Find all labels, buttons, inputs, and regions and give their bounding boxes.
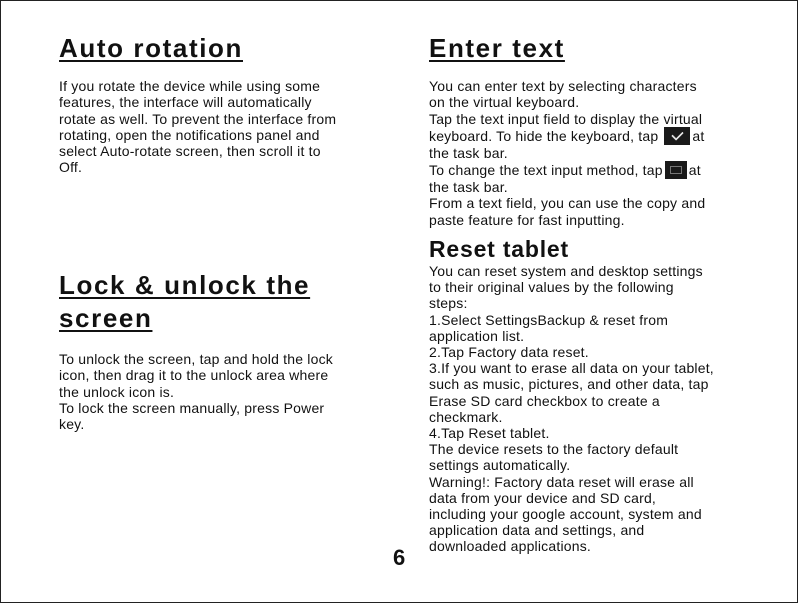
text-line: 3.If you want to erase all data on your tablet, — [429, 360, 714, 377]
text-line: If you rotate the device while using some — [59, 78, 321, 94]
text-line — [429, 161, 705, 179]
text-line: Tap the text input field to display the virtual — [429, 110, 703, 127]
text-line: steps: — [429, 295, 468, 312]
text-line: checkmark. — [429, 408, 503, 425]
text-line: You can reset system and desktop settings — [429, 263, 703, 279]
text-line: icon, then drag it to the unlock area where — [59, 367, 329, 384]
lock-unlock-text — [59, 351, 333, 432]
text-line: From a text field, you can use the copy and — [429, 195, 706, 212]
text-line: 1.Select SettingsBackup & reset from — [429, 311, 669, 328]
text-line: such as music, pictures, and other data, tap — [429, 376, 709, 393]
text-line: the task bar. — [429, 144, 508, 161]
text-line: settings automatically. — [429, 457, 571, 474]
text-line: the unlock icon is. — [59, 383, 175, 400]
text-line: Off. — [59, 159, 83, 176]
text-line: Warning!: Factory data reset will erase all — [429, 473, 694, 490]
text-line: key. — [59, 416, 85, 433]
text-line: to their original values by the following — [429, 279, 674, 296]
text-line: 2.Tap Factory data reset. — [429, 344, 589, 361]
heading-line: Lock & unlock the — [59, 270, 311, 300]
reset-tablet-text — [429, 263, 714, 555]
text-line: The device resets to the factory default — [429, 441, 679, 458]
text-line: the task bar. — [429, 179, 508, 196]
enter-text-heading: Enter text — [429, 33, 565, 63]
keyboard-icon — [665, 161, 687, 179]
auto-rotation-heading: Auto rotation — [59, 33, 243, 63]
text-line — [429, 127, 705, 145]
text-line: including your google account, system and — [429, 506, 702, 523]
text-line: To unlock the screen, tap and hold the lock — [59, 351, 333, 367]
text-line: To lock the screen manually, press Power — [59, 399, 325, 416]
text-line: data from your device and SD card, — [429, 489, 657, 506]
text-line: select Auto-rotate screen, then scroll it to — [59, 143, 321, 160]
heading-line: screen — [59, 303, 153, 333]
page-number: 6 — [393, 545, 406, 570]
inline-text: at — [688, 162, 701, 179]
chevron-down-icon — [664, 127, 690, 145]
text-line: features, the interface will automatically — [59, 94, 312, 111]
text-line: rotating, open the notifications panel and — [59, 126, 320, 143]
inline-text: keyboard. To hide the keyboard, tap — [429, 127, 659, 144]
enter-text-text — [429, 78, 705, 228]
text-line: on the virtual keyboard. — [429, 94, 580, 111]
reset-tablet-heading: Reset tablet — [429, 236, 569, 262]
auto-rotation-text — [59, 78, 336, 176]
text-line: Erase SD card checkbox to create a — [429, 392, 660, 409]
inline-text: To change the text input method, tap — [429, 162, 663, 179]
text-line: downloaded applications. — [429, 538, 592, 555]
text-line: rotate as well. To prevent the interface from — [59, 110, 337, 127]
lock-unlock-heading — [59, 269, 310, 335]
text-line: You can enter text by selecting characters — [429, 78, 697, 94]
text-line: 4.Tap Reset tablet. — [429, 425, 550, 442]
text-line: application list. — [429, 327, 525, 344]
text-line: application data and settings, and — [429, 522, 645, 539]
text-line: paste feature for fast inputting. — [429, 211, 625, 228]
inline-text: at — [692, 127, 705, 144]
